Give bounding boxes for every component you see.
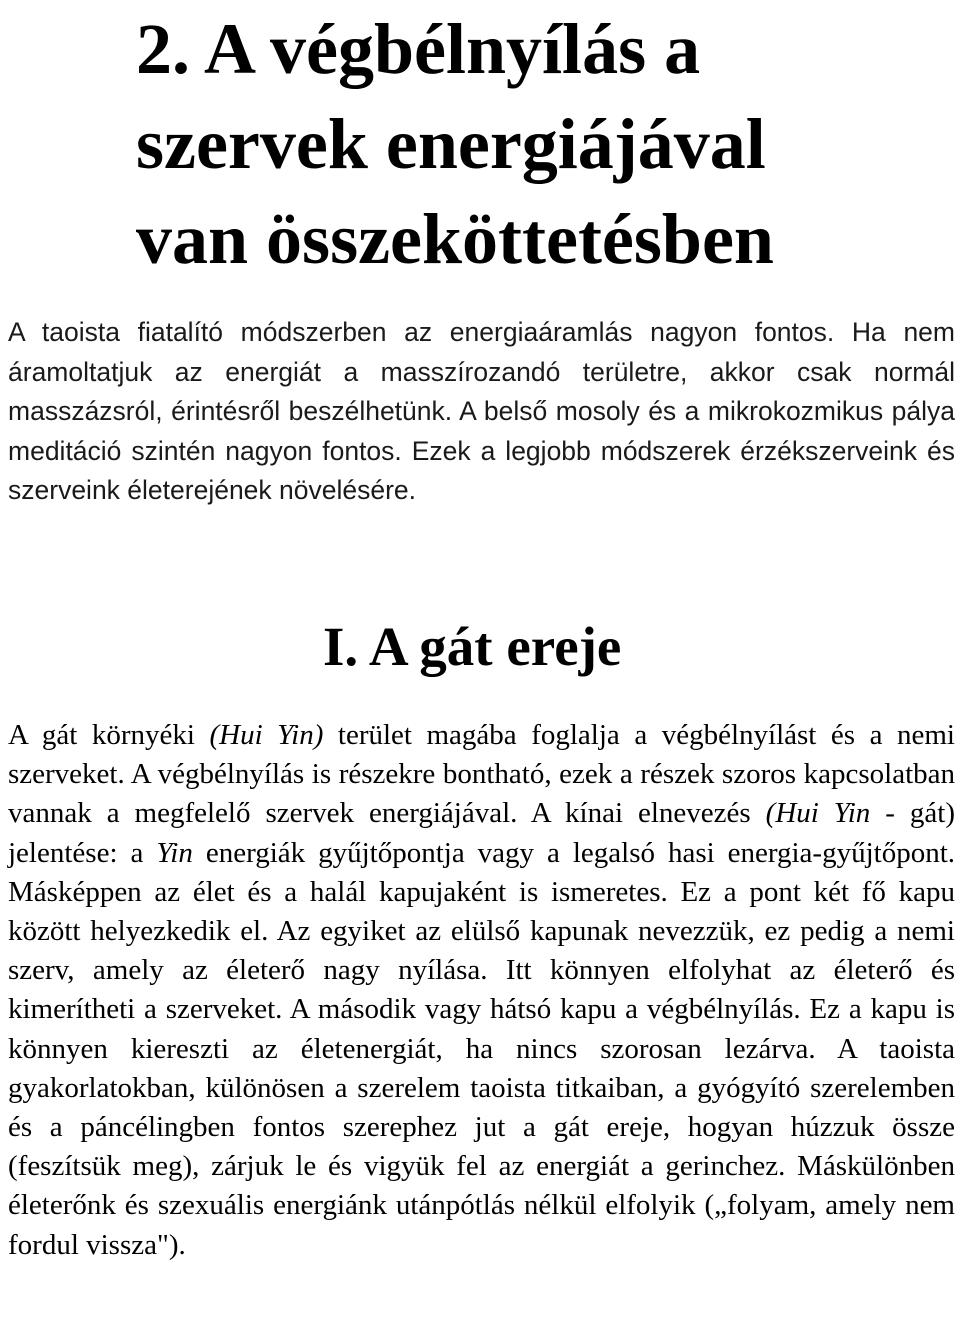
section-heading: I. A gát ereje (323, 616, 622, 677)
body-text-4: energiák gyűjtőpontja vagy a legalsó hasi energia-gyűjtőpont. Másképpen az élet és a halál kapujaként is ismeretes. Ez a pont két fő kapu között helyezkedik el. Az egyiket az elülső kapunak nevezzük, ez pedig a nemi szerv, amely az életerő nagy nyílása. Itt könnyen elfolyhat az életerő és kimerítheti a szerveket. A második vagy hátsó kapu a végbélnyílás. Ez a kapu is könnyen kiereszti az életenergiát, ha nincs szorosan lezárva. A taoista gyakorlatokban, különösen a szerelem taoista titkaiban, a gyógyító szerelemben és a páncélingben fontos szerephez jut a gát ereje, hogyan húzzuk össze (feszítsük meg), zárjuk le és vigyük fel az energiát a gerinchez. Máskülönben életerőnk és szexuális energiánk utánpótlás nélkül elfolyik („folyam, amely nem fordul vissza"). (8, 836, 956, 1261)
body-text-1: A gát környéki (8, 719, 210, 751)
hui-yin-term-1: (Hui Yin) (209, 719, 324, 751)
chapter-title-line-3: van összeköttetésben (136, 199, 774, 279)
chapter-title-line-2: szervek energiájával (136, 104, 766, 184)
body-text-2: terület magába foglalja a végbélnyílást és a nemi szerveket. A végbélnyílás is részekre bontható, ezek a részek szoros kapcsolatban vannak a megfelelő szervek energiájával. A kínai elnevezés (8, 719, 955, 830)
body-paragraph (8, 716, 955, 1265)
yin-term: Yin (156, 836, 193, 869)
chapter-title-line-1: 2. A végbélnyílás a (136, 9, 701, 89)
intro-paragraph: A taoista fiatalító módszerben az energiaáramlás nagyon fontos. Ha nem áramoltatjuk az energiát a masszírozandó területre, akkor csak normál masszázsról, érintésről beszélhetünk. A belső mosoly és a mikrokozmikus pálya meditáció szintén nagyon fontos. Ezek a legjobb módszerek érzékszerveink és szerveink életerejének növelésére. (8, 317, 955, 505)
body-text-3: - gát) jelentése: a (8, 797, 955, 869)
hui-yin-term-2: (Hui Yin (765, 797, 871, 830)
chapter-title (136, 2, 936, 287)
